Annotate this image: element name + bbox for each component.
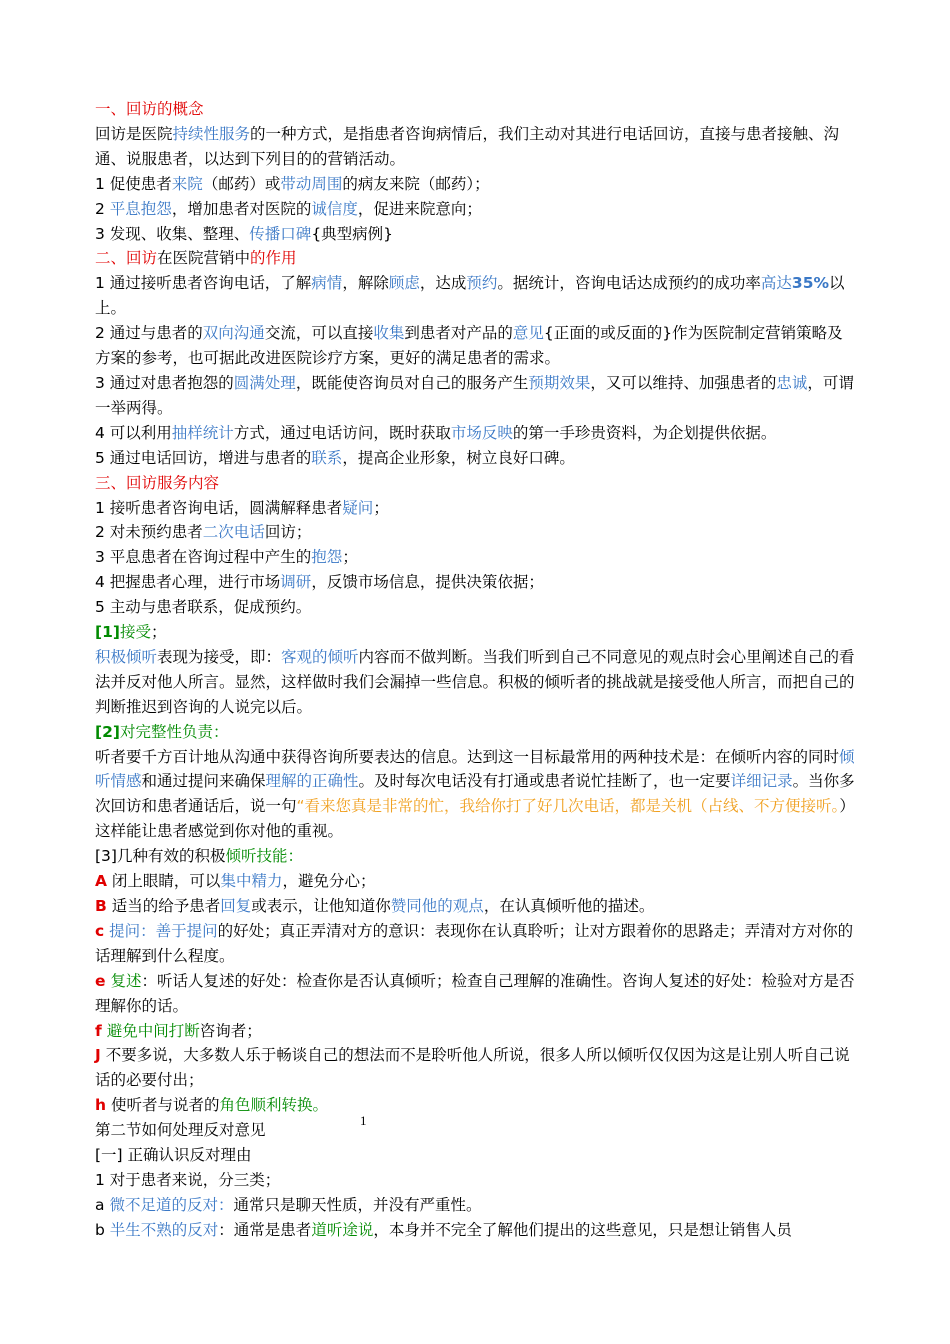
text-line-p1c [95,222,855,247]
highlighted-text: “看来您真是非常的忙，我给你打了好几次电话，都是关机（占线、不方便接听。 [296,797,840,816]
text-run: ，本身并不完全了解他们提出的这些意见，只是想让销售人员 [373,1220,792,1239]
highlighted-text: 道听途说 [311,1220,374,1239]
text-run: 。当你多次回访和患者通话后，说一句 [95,772,855,816]
highlighted-text: 预约 [466,274,498,293]
highlighted-text: 传播口碑 [249,224,312,243]
text-line-qa [95,1193,855,1218]
text-run: 的一种方式，是指患者咨询病情后，我们主动对其进行电话回访，直接与患者接触、沟通、说服患者，以达到下列目的的营销活动。 [95,124,840,168]
page-number: 1 [360,1113,367,1128]
highlighted-text: 35% [791,274,830,293]
text-line-pB [95,894,855,919]
highlighted-text: [1] [95,623,120,642]
highlighted-text: 二次电话 [202,523,265,542]
highlighted-text: 提问：善于提问 [109,921,218,940]
text-run: 方式，通过电话访问，既时获取 [233,423,451,442]
text-run: ，解除 [342,274,389,293]
highlighted-text: c [95,921,105,940]
text-run: ，提高企业形象，树立良好口碑。 [342,448,575,467]
text-run: 以上。 [95,274,845,318]
highlighted-text: 赞同他的观点 [390,897,484,915]
highlighted-text: A [95,872,107,891]
text-line-p1a [95,172,855,197]
highlighted-text: B [95,897,107,915]
highlighted-text: f [95,1021,102,1040]
text-run: {正面的或反面的}作为医院制定营销策略及方案的参考，也可据此改进医院诊疗方案，更好的满足患者的需求。 [95,324,843,368]
text-run: 5 主动与患者联系，促成预约。 [95,598,312,617]
text-run: ，增加患者对医院的 [171,199,312,218]
section-heading-h1 [95,97,855,122]
text-line-p2c [95,371,855,421]
text-run: 2 通过与患者的 [95,324,203,343]
highlighted-text: 预期效果 [528,373,591,392]
text-run: ，又可以维持、加强患者的 [590,373,777,392]
section-heading-h2 [95,246,855,271]
text-run: 第二节如何处理反对意见 [95,1121,266,1140]
text-run: 。据统计，咨询电话达成预约的成功率 [497,274,761,293]
highlighted-text: 三、回访服务内容 [95,473,220,492]
text-run: 的第一手珍贵资料，为企划提供依据。 [512,423,777,442]
text-run: 和通过提问来确保 [141,772,266,791]
highlighted-text: 倾听技能： [225,847,303,866]
text-run: [3]几种有效的积极 [95,847,226,866]
text-line-pJ [95,1043,855,1093]
text-run: b [95,1220,110,1239]
text-run: 闭上眼睛，可以 [107,872,221,891]
highlighted-text: 持续性服务 [172,124,251,143]
text-run: 通常只是聊天性质，并没有严重性。 [233,1195,482,1214]
text-run: ，达成 [419,274,467,293]
highlighted-text: 抽样统计 [171,423,234,442]
text-line-s2 [95,720,855,745]
text-run: 1 通过接听患者咨询电话，了解 [95,274,312,293]
text-run: 4 可以利用 [95,423,172,442]
highlighted-text: 带动周围 [280,174,343,193]
text-run: a [95,1195,110,1214]
document-body [95,97,855,1243]
text-run: ； [150,623,167,642]
text-line-s3 [95,844,855,869]
text-run: ； [373,498,389,517]
highlighted-text: 客观的倾听 [281,647,359,666]
text-line-sec2 [95,1118,855,1143]
text-line-p3a [95,496,855,521]
highlighted-text: 病情 [311,274,343,293]
text-line-pH [95,1093,855,1118]
text-run: 的病友来院（邮药）； [342,174,490,193]
text-run: 表现为接受，即： [157,647,282,666]
highlighted-text: 圆满处理 [233,373,296,392]
highlighted-text: 对完整性负责： [119,722,229,741]
text-run: {典型病例} [311,224,394,243]
text-line-p3b [95,520,855,545]
highlighted-text: 倾听情感 [95,747,855,791]
highlighted-text: 的作用 [250,249,297,268]
text-line-p5 [95,745,855,845]
text-line-pF [95,1019,855,1044]
text-run: 不要多说，大多数人乐于畅谈自己的想法而不是聆听他人所说，很多人所以倾听仅仅因为这是让别人听自己说话的必要付出； [95,1046,850,1090]
text-line-p3e [95,595,855,620]
text-run: ，促进来院意向； [357,199,482,218]
highlighted-text: 疑问 [342,498,374,517]
text-run: 2 [95,199,110,218]
text-run: （邮药）或 [202,174,281,193]
highlighted-text: 角色顺利转换。 [219,1096,328,1115]
text-run: 适当的给予患者 [106,897,221,915]
text-line-p3c [95,545,855,570]
text-run: 咨询者； [199,1021,262,1040]
text-run: 5 通过电话回访，增进与患者的 [95,448,312,467]
text-line-p1 [95,122,855,172]
text-run: 到患者对产品的 [404,324,513,343]
text-run: 3 通过对患者抱怨的 [95,373,234,392]
text-run: 1 对于患者来说，分三类； [95,1170,281,1189]
highlighted-text: 平息抱怨 [109,199,172,218]
text-line-s1 [95,620,855,645]
highlighted-text: 来院 [171,174,203,193]
highlighted-text: 诚信度 [311,199,358,218]
text-run: 的好处；真正弄清对方的意识：表现你在认真聆听；让对方跟着你的思路走；弄清对方对你的话理解到什么程度。 [95,921,854,965]
text-run: ，可谓一举两得。 [95,373,854,417]
text-run: 使听者与说者的 [106,1096,220,1115]
highlighted-text: 二、回访 [95,249,158,268]
text-run: ，反馈市场信息，提供决策依据； [311,573,544,592]
text-run: ：通常是患者 [218,1220,312,1239]
highlighted-text: 理解的正确性 [265,772,359,791]
text-run: ，在认真倾听他的描述。 [483,897,655,915]
highlighted-text: 接受 [119,623,151,642]
text-line-p3d [95,570,855,595]
text-run: 听者要千方百计地从沟通中获得咨询所要表达的信息。达到这一目标最常用的两种技术是：在倾听内容的同时 [95,747,840,766]
highlighted-text: 顾虑 [388,274,420,293]
highlighted-text: [2] [95,722,120,741]
highlighted-text: 忠诚 [776,373,808,392]
highlighted-text: J [95,1046,101,1065]
text-run: 3 平息患者在咨询过程中产生的 [95,548,312,567]
text-run: 1 促使患者 [95,174,172,193]
text-run: 1 接听患者咨询电话，圆满解释患者 [95,498,343,517]
highlighted-text: 双向沟通 [202,324,265,343]
text-run: ，避免分心； [282,872,376,891]
text-run: 回访是医院 [95,124,173,143]
highlighted-text: 避免中间打断 [106,1021,200,1040]
highlighted-text: e [95,971,106,990]
highlighted-text: 微不足道的反对： [109,1195,234,1214]
text-run: [一] 正确认识反对理由 [95,1146,252,1165]
text-line-pA [95,869,855,894]
text-line-pC [95,919,855,969]
text-run: 或表示，让他知道你 [251,897,391,915]
highlighted-text: 抱怨 [311,548,343,567]
highlighted-text: 联系 [311,448,343,467]
text-line-p1b [95,197,855,222]
highlighted-text: 调研 [280,573,312,592]
text-line-qb [95,1218,855,1243]
highlighted-text: 复述 [110,971,142,990]
highlighted-text: 积极倾听 [95,647,158,666]
text-run: ； [342,548,358,567]
text-line-q1 [95,1168,855,1193]
highlighted-text: 市场反映 [450,423,513,442]
text-line-p2d [95,421,855,446]
text-run: 4 把握患者心理，进行市场 [95,573,281,592]
text-line-p2e [95,446,855,471]
highlighted-text: 详细记录 [730,772,793,791]
text-run: 3 发现、收集、整理、 [95,224,250,243]
text-run: 2 对未预约患者 [95,523,203,542]
text-run: 在医院营销中 [157,249,251,268]
section-heading-h3 [95,471,855,496]
text-run: 。及时每次电话没有打通或患者说忙挂断了，也一定要 [358,772,731,791]
text-run: ：听话人复述的好处：检查你是否认真倾听；检查自己理解的准确性。咨询人复述的好处：检验对方是否理解你的话。 [95,971,855,1015]
highlighted-text: 半生不熟的反对 [109,1220,219,1239]
text-run: 回访； [264,523,312,542]
text-run: ，既能使咨询员对自己的服务产生 [295,373,529,392]
highlighted-text: h [95,1096,107,1115]
highlighted-text: 回复 [220,897,252,915]
text-line-p2b [95,321,855,371]
text-run: 内容而不做判断。当我们听到自己不同意见的观点时会心里阐述自己的看法并反对他人所言。显然，这样做时我们会漏掉一些信息。积极的倾听者的挑战就是接受他人所言，而把自己的判断推迟到咨询的人说完以后。 [95,647,855,716]
text-line-pE [95,969,855,1019]
text-run: 交流，可以直接 [264,324,374,343]
highlighted-text: 意见 [512,324,544,343]
highlighted-text: 集中精力 [220,872,283,891]
highlighted-text: 收集 [373,324,405,343]
highlighted-text: 一、回访的概念 [95,100,204,118]
text-line-sub1 [95,1143,855,1168]
text-line-p2a [95,271,855,321]
text-line-p4 [95,645,855,720]
highlighted-text: 高达 [760,274,792,293]
text-run: ）这样能让患者感觉到你对他的重视。 [95,797,855,841]
